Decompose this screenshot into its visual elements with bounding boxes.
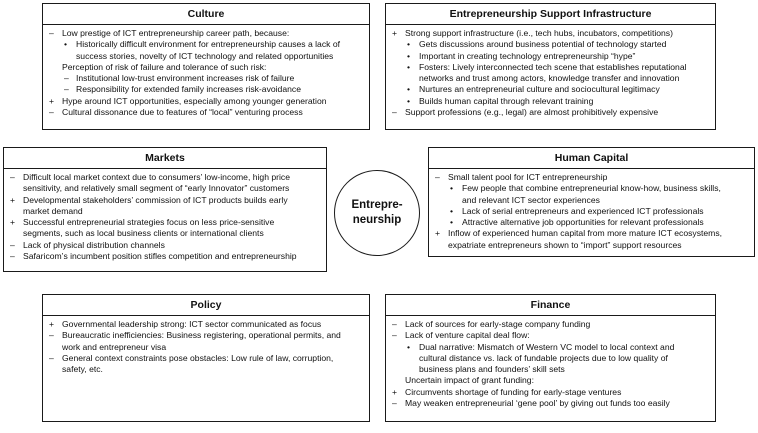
culture-line [49,28,363,39]
line-marker: – [10,172,15,182]
markets-line [10,217,320,228]
line-text: Bureaucratic inefficiencies: Business registering, operational permits, and [62,330,341,341]
line-marker: – [49,107,54,118]
support-infrastructure-box [385,3,716,130]
line-text: Lack of sources for early-stage company funding [405,319,591,329]
human-line [435,228,748,239]
infra-line [392,39,709,50]
markets-line [10,206,320,217]
finance-line [392,387,709,398]
line-marker: – [64,73,69,84]
policy-title: Policy [43,295,369,316]
line-text: Perception of risk of failure and tolerance of such risk: [62,61,267,72]
culture-title: Culture [43,4,369,25]
line-text: Nurtures an entrepreneurial culture and sociocultural legitimacy [419,84,660,95]
line-marker: • [450,217,454,228]
line-marker: • [407,39,411,50]
line-text: Attractive alternative job opportunities for relevant professionals [462,217,704,228]
support-infrastructure-title: Entrepreneurship Support Infrastructure [386,4,715,25]
human-capital-title: Human Capital [429,148,754,169]
finance-line [392,330,709,341]
infra-line [392,84,709,95]
line-text: Fosters: Lively interconnected tech scene that establishes reputational [419,61,687,72]
line-text: work and entrepreneur visa [62,341,167,352]
line-marker: + [49,319,55,329]
line-text: success stories, novelty of ICT technology and related opportunities [76,50,334,61]
culture-line [49,107,363,118]
human-line [435,183,748,194]
finance-line [392,398,709,409]
infra-line [392,73,709,84]
line-text: Gets discussions around business potential of technology started [419,39,667,50]
line-marker: – [49,330,54,341]
line-marker: – [392,398,397,409]
entrepreneurship-label: Entrepre- neurship [351,199,403,226]
line-text: Low prestige of ICT entrepreneurship career path, because: [62,28,290,38]
line-marker: • [407,341,411,352]
line-text: Strong support infrastructure (i.e., tech hubs, incubators, competitions) [405,28,673,38]
line-marker: + [392,28,398,38]
line-text: Lack of venture capital deal flow: [405,330,530,341]
policy-line [49,353,363,364]
finance-line [392,375,709,386]
line-marker: + [49,95,55,106]
culture-line [49,51,363,62]
policy-lines [43,316,369,375]
line-marker: • [407,61,411,72]
infra-line [392,51,709,62]
line-text: Support professions (e.g., legal) are almost prohibitively expensive [405,107,659,118]
line-text: Safaricom’s incumbent position stifles competition and entrepreneurship [23,251,297,262]
line-text: Difficult local market context due to consumers’ low-income, high price [23,172,290,182]
markets-line [10,195,320,206]
culture-line [49,73,363,84]
human-line [435,217,748,228]
culture-box [42,3,370,130]
finance-line [392,364,709,375]
line-marker: • [407,95,411,106]
finance-line [392,342,709,353]
line-marker: + [10,217,16,228]
culture-line [49,84,363,95]
infra-line [392,62,709,73]
line-marker: – [10,239,15,250]
markets-box [3,147,327,272]
markets-line [10,228,320,239]
finance-box [385,294,716,422]
policy-box [42,294,370,422]
line-text: cultural distance vs. lack of fundable projects due to low quality of [419,352,668,363]
entrepreneurship-circle [334,170,420,256]
human-capital-lines [429,169,754,251]
line-text: Builds human capital through relevant training [419,95,594,106]
line-text: Hype around ICT opportunities, especially among younger generation [62,95,327,106]
culture-lines [43,25,369,118]
finance-line [392,319,709,330]
human-line [435,240,748,251]
line-text: Circumvents shortage of funding for early-stage ventures [405,386,622,397]
human-line [435,172,748,183]
line-marker: • [450,205,454,216]
line-marker: – [49,28,54,38]
line-marker: • [450,183,454,194]
line-text: Successful entrepreneurial strategies focus on less price-sensitive [23,217,275,228]
line-text: expatriate entrepreneurs shown to “import” support resources [448,239,682,250]
line-text: Responsibility for extended family increases risk-avoidance [76,84,301,95]
line-text: Institutional low-trust environment increases risk of failure [76,73,295,84]
line-text: Small talent pool for ICT entrepreneurship [448,172,608,182]
line-text: segments, such as local business clients or international clients [23,228,264,239]
line-text: Important in creating technology entrepreneurship “hype” [419,50,636,61]
policy-line [49,364,363,375]
infra-line [392,107,709,118]
line-marker: – [435,172,440,182]
line-text: Lack of serial entrepreneurs and experienced ICT professionals [462,205,704,216]
line-text: sensitivity, and relatively small segment of “early Innovator” customers [23,183,290,194]
line-marker: + [392,386,398,397]
line-marker: – [392,330,397,341]
finance-line [392,353,709,364]
line-marker: – [64,84,69,95]
line-text: Uncertain impact of grant funding: [405,375,534,386]
line-text: safety, etc. [62,364,103,375]
infra-line [392,28,709,39]
line-text: Historically difficult environment for entrepreneurship causes a lack of [76,39,340,50]
markets-line [10,240,320,251]
line-text: market demand [23,205,83,216]
finance-lines [386,316,715,409]
human-line [435,195,748,206]
line-marker: – [10,251,15,262]
culture-line [49,62,363,73]
line-text: Developmental stakeholders’ commission of ICT products builds early [23,194,288,205]
line-marker: – [49,352,54,363]
policy-line [49,342,363,353]
human-line [435,206,748,217]
line-text: May weaken entrepreneurial ‘gene pool’ by giving out funds too easily [405,398,670,409]
line-text: Cultural dissonance due to features of “local” venturing process [62,107,303,118]
markets-title: Markets [4,148,326,169]
line-marker: • [407,50,411,61]
markets-line [10,183,320,194]
markets-lines [4,169,326,262]
human-capital-box [428,147,755,257]
line-text: Lack of physical distribution channels [23,239,165,250]
line-marker: + [10,194,16,205]
policy-line [49,319,363,330]
markets-line [10,251,320,262]
line-text: Few people that combine entrepreneurial know-how, business skills, [462,183,721,194]
line-text: networks and trust among actors, knowledge transfer and innovation [419,73,680,84]
culture-line [49,96,363,107]
line-text: and relevant ICT sector experiences [462,194,600,205]
line-marker: + [435,228,441,239]
line-marker: • [64,39,68,50]
culture-line [49,39,363,50]
line-marker: – [392,107,397,118]
line-marker: • [407,84,411,95]
line-text: Governmental leadership strong: ICT sector communicated as focus [62,319,322,329]
support-infrastructure-lines [386,25,715,118]
line-marker: – [392,319,397,329]
line-text: General context constraints pose obstacles: Low rule of law, corruption, [62,352,334,363]
infra-line [392,96,709,107]
policy-line [49,330,363,341]
line-text: business plans and founders’ skill sets [419,364,565,375]
line-text: Dual narrative: Mismatch of Western VC model to local context and [419,341,675,352]
markets-line [10,172,320,183]
line-text: Inflow of experienced human capital from more mature ICT ecosystems, [448,228,723,239]
finance-title: Finance [386,295,715,316]
